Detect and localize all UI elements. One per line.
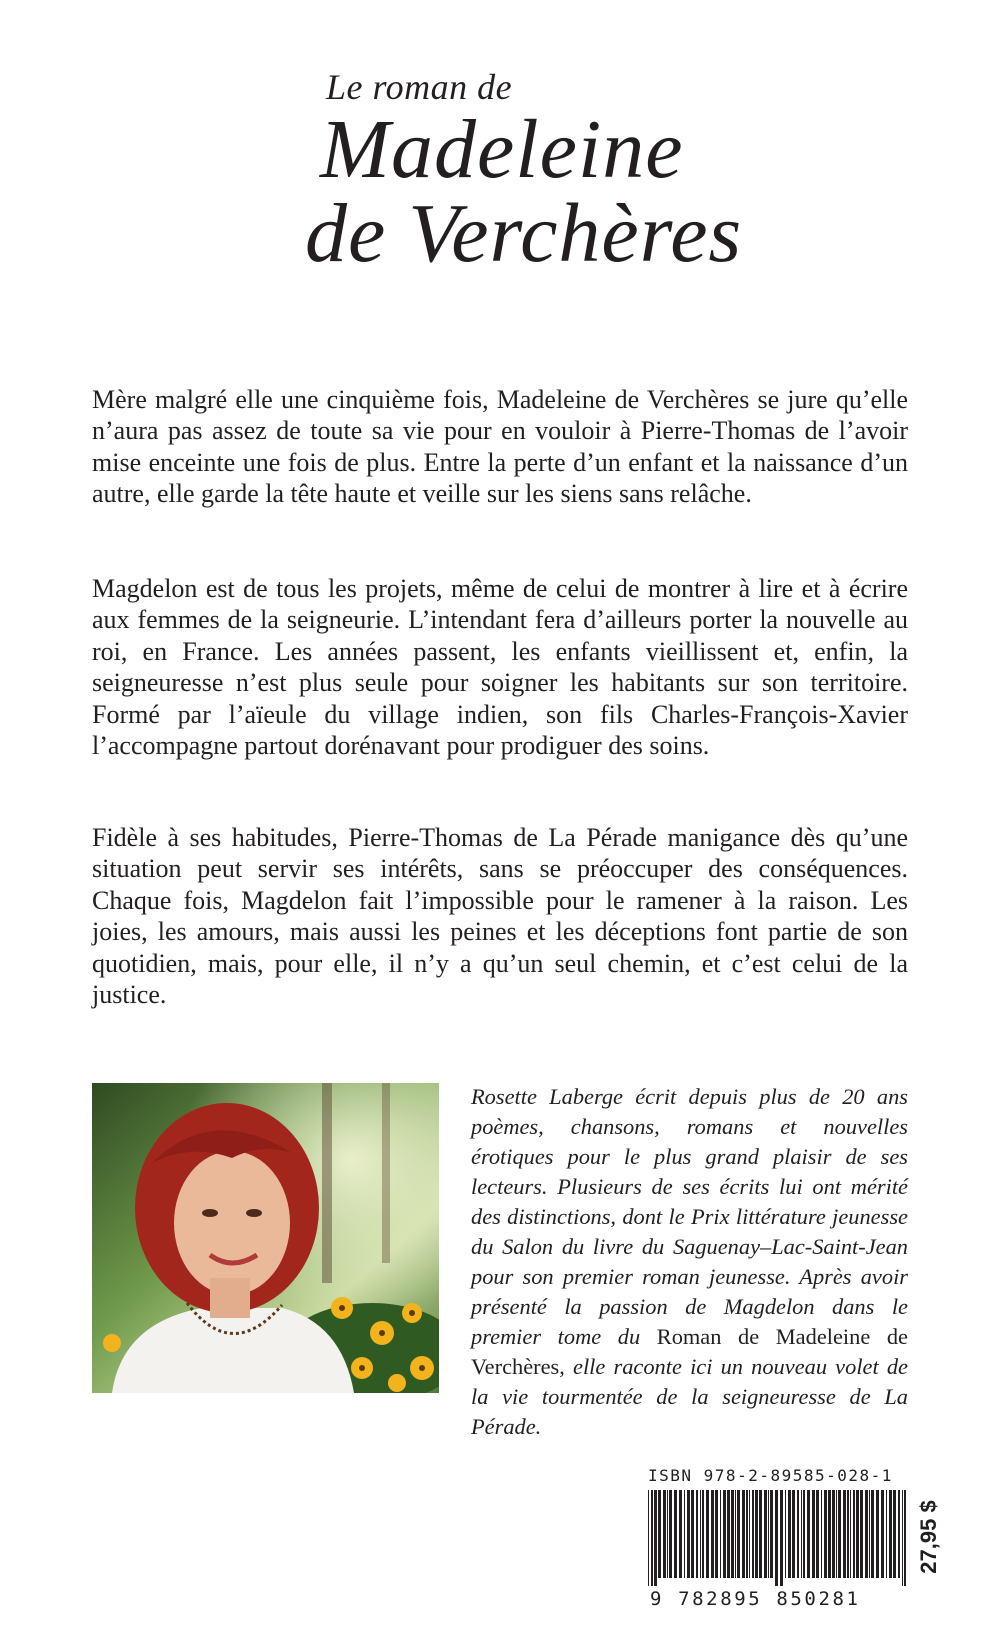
barcode-bar	[876, 1490, 879, 1578]
barcode-bar	[749, 1490, 750, 1578]
barcode-bar	[737, 1490, 740, 1578]
barcode-bar	[797, 1490, 799, 1578]
title-prefix: Le roman de	[326, 67, 513, 107]
barcode-bar	[788, 1490, 791, 1578]
author-bio-text	[471, 1082, 908, 1442]
barcode-bar	[742, 1490, 745, 1578]
barcode-bar	[770, 1490, 773, 1578]
barcode-bar	[893, 1490, 896, 1578]
barcode-bar	[651, 1490, 653, 1586]
barcode-bar	[746, 1490, 748, 1578]
barcode-digits: 9 782895 850281	[650, 1588, 861, 1610]
barcode-bar	[706, 1490, 709, 1578]
barcode-bar	[669, 1490, 672, 1578]
barcode-bar	[723, 1490, 726, 1578]
barcode-bar	[812, 1490, 815, 1578]
barcode-bar	[832, 1490, 835, 1578]
barcode-bar	[764, 1490, 767, 1578]
title-line-1: Madeleine	[320, 103, 684, 196]
barcode-bar	[824, 1490, 827, 1578]
barcode-bar	[792, 1490, 795, 1578]
barcode-bar	[696, 1490, 698, 1578]
isbn-label: ISBN 978-2-89585-028-1	[648, 1466, 893, 1485]
barcode-bar	[667, 1490, 668, 1578]
barcode-bar	[838, 1490, 841, 1578]
barcode-bar	[821, 1490, 822, 1578]
barcode-bar	[869, 1490, 870, 1578]
barcode-bar	[768, 1490, 769, 1578]
barcode-bars	[648, 1490, 910, 1586]
barcode-bar	[843, 1490, 846, 1578]
barcode-bar	[853, 1490, 855, 1578]
price-label: 27,95 $	[916, 1500, 941, 1574]
blurb-text: Fidèle à ses habitudes, Pierre-Thomas de La Pérade manigance dès qu’une situation peut servir ses intérêts, sans se préoccuper des conséquences. Chaque fois, Magdelon fait l’impossible pour le ramener à la raison. Les joies, les amours, mais aussi les peines et les déceptions font partie de son quotidien, mais, pour elle, il n’y a qu’un seul chemin, et c’est celui de la justice.	[92, 823, 908, 1010]
barcode-bar	[816, 1490, 819, 1578]
author-photo-illustration	[92, 1083, 439, 1393]
series-title: Roman de Madeleine de Verchères,	[471, 1324, 908, 1379]
author-bio	[471, 1082, 908, 1442]
barcode-bar	[727, 1490, 730, 1578]
barcode-bar	[801, 1490, 802, 1578]
barcode-bar	[828, 1490, 831, 1578]
author-bio-part-2: elle raconte ici un nouveau volet de la vie tourmentée de la seigneuresse de La Pérade.	[471, 1354, 908, 1439]
barcode-bar	[836, 1490, 837, 1578]
barcode-bar	[807, 1490, 810, 1578]
barcode-bar	[775, 1490, 778, 1586]
barcode-bar	[654, 1490, 657, 1586]
barcode-bar	[755, 1490, 758, 1578]
blurb-paragraph-3	[92, 822, 908, 1010]
barcode-bar	[691, 1490, 694, 1578]
barcode-bar	[720, 1490, 721, 1578]
barcode-bar	[785, 1490, 786, 1578]
barcode-bar	[674, 1490, 677, 1578]
barcode-bar	[700, 1490, 701, 1578]
barcode-block	[648, 1466, 910, 1614]
barcode-bar	[679, 1490, 682, 1578]
barcode-bar	[871, 1490, 874, 1578]
barcode-bar	[715, 1490, 718, 1578]
barcode-bar	[889, 1490, 892, 1578]
barcode-bar	[904, 1490, 906, 1586]
barcode-bar	[663, 1490, 666, 1578]
author-bio-part-1: Rosette Laberge écrit depuis plus de 20 ans poèmes, chansons, romans et nouvelles érotiques pour le plus grand plaisir de ses lecteurs. Plusieurs de ses écrits lui ont mérité des distinctions, dont le Prix littérature jeunesse du Salon du livre du Saguenay–Lac-Saint-Jean pour son premier roman jeunesse. Après avoir présenté la passion de Magdelon dans le premier tome du	[471, 1084, 908, 1349]
barcode-bar	[850, 1490, 851, 1578]
barcode-bar	[658, 1490, 661, 1578]
blurb-paragraph-2	[92, 573, 908, 761]
barcode-bar	[711, 1490, 714, 1578]
barcode-bar	[902, 1490, 903, 1586]
blurb-text: Mère malgré elle une cinquième fois, Madeleine de Verchères se jure qu’elle n’aura pas assez de toute sa vie pour en vouloir à Pierre-Thomas de l’avoir mise enceinte une fois de plus. Entre la perte d’un enfant et la naissance d’un autre, elle garde la tête haute et veille sur les siens sans relâche.	[92, 385, 908, 509]
barcode-bar	[735, 1490, 736, 1578]
barcode-bar	[881, 1490, 884, 1578]
barcode-bar	[731, 1490, 734, 1578]
barcode-bar	[648, 1490, 649, 1586]
barcode-bar	[684, 1490, 685, 1578]
author-photo	[92, 1083, 439, 1393]
barcode-bar	[687, 1490, 690, 1578]
title-line-2: de Verchères	[305, 187, 743, 280]
barcode-bar	[898, 1490, 900, 1578]
barcode-bar	[759, 1490, 762, 1578]
blurb-text: Magdelon est de tous les projets, même de celui de montrer à lire et à écrire aux femmes de la seigneurie. L’intendant fera d’ailleurs porter la nouvelle au roi, en France. Les années passent, les enfants vieillissent et, enfin, la seigneuresse n’est plus seule pour soigner les habitants sur son territoire. Formé par l’aïeule du village indien, son fils Charles-François-Xavier l’accompagne partout dorénavant pour prodiguer des soins.	[92, 574, 908, 761]
barcode-bar	[780, 1490, 783, 1586]
barcode-bar	[886, 1490, 887, 1578]
barcode-bar	[803, 1490, 805, 1578]
barcode-bar	[860, 1490, 863, 1578]
barcode-bar	[752, 1490, 754, 1578]
book-title-block	[0, 0, 1000, 300]
barcode-bar	[847, 1490, 849, 1578]
barcode-bar	[856, 1490, 859, 1578]
barcode-bar	[865, 1490, 868, 1578]
barcode-bar	[702, 1490, 704, 1578]
blurb-paragraph-1	[92, 384, 908, 510]
